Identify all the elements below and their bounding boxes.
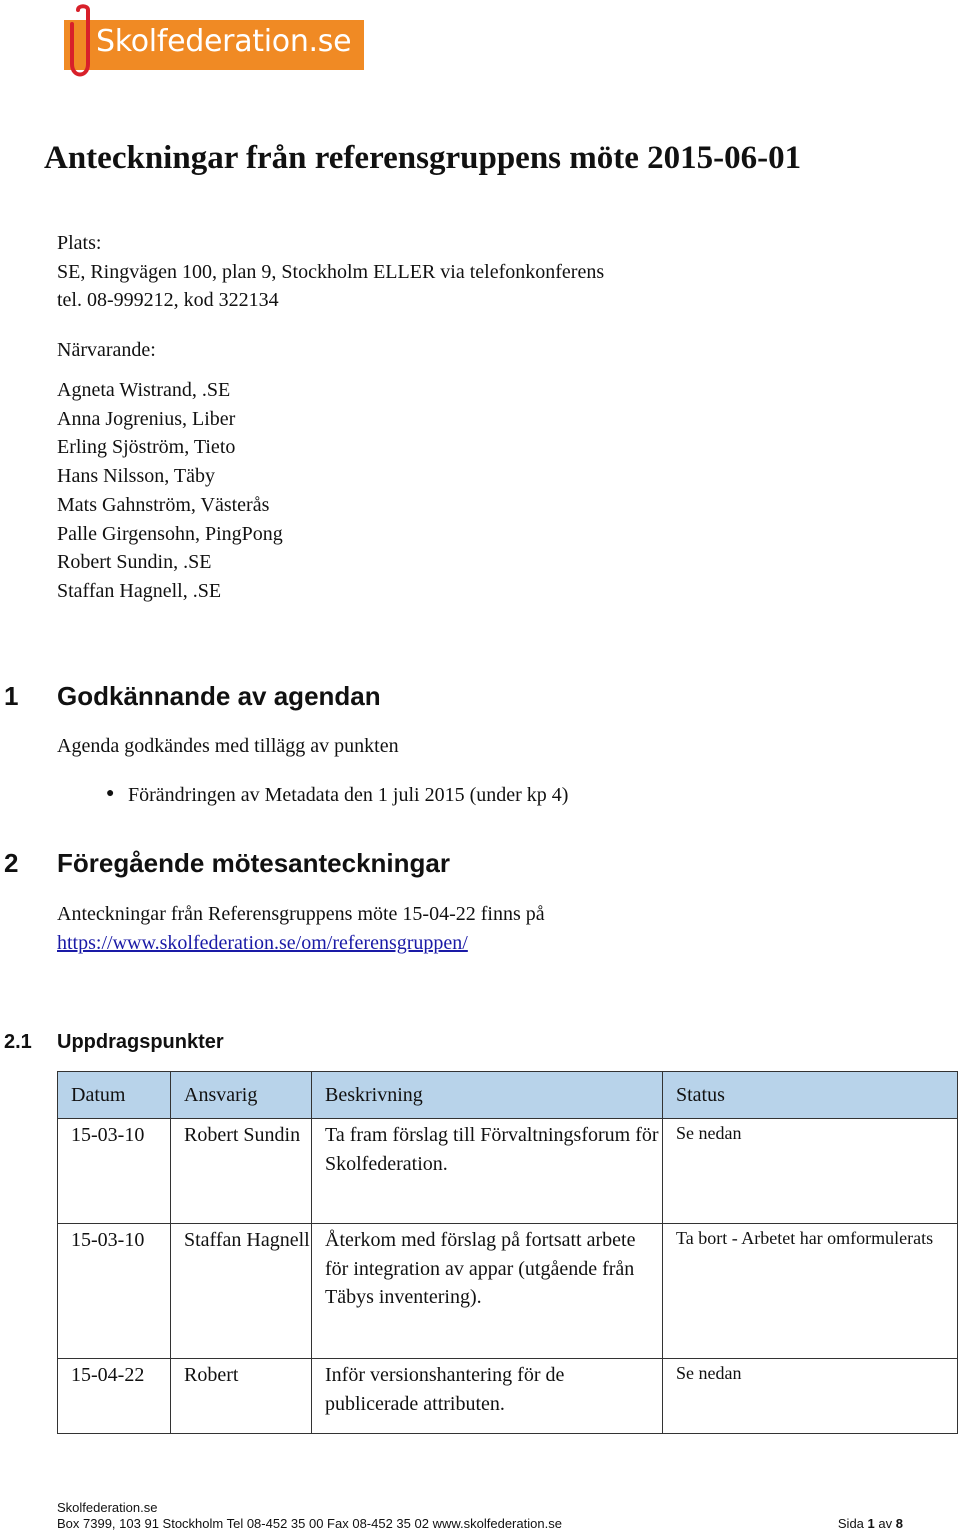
bullet-text: Förändringen av Metadata den 1 juli 2015 (under kp 4)	[128, 784, 569, 806]
section-number: 2	[4, 848, 19, 878]
cell-beskrivning: Ta fram förslag till Förvaltningsforum för Skolfederation.	[312, 1119, 663, 1224]
table-row	[58, 1119, 958, 1224]
logo-text: Skolfederation.se	[96, 24, 352, 59]
section-number: 1	[4, 681, 19, 711]
table-row	[58, 1224, 958, 1359]
column-header-beskrivning: Beskrivning	[312, 1072, 663, 1119]
cell-ansvarig: Staffan Hagnell	[171, 1224, 312, 1359]
page-indicator	[838, 1516, 903, 1532]
attendee-item: Agneta Wistrand, .SE	[57, 379, 231, 401]
location-line: SE, Ringvägen 100, plan 9, Stockholm ELLER via telefonkonferens	[57, 260, 605, 283]
section-2-text	[57, 900, 545, 957]
attendee-item: Erling Sjöström, Tieto	[57, 436, 236, 459]
referensgruppen-link[interactable]: https://www.skolfederation.se/om/referensgruppen/	[57, 931, 468, 954]
cell-datum: 15-04-22	[58, 1359, 171, 1434]
attendee-item: Anna Jogrenius, Liber	[57, 407, 236, 430]
cell-status: Ta bort - Arbetet har omformulerats	[663, 1224, 958, 1359]
cell-datum: 15-03-10	[58, 1119, 171, 1224]
bullet-icon: ●	[106, 786, 115, 801]
attendee-list	[57, 376, 283, 606]
footer-org: Skolfederation.se	[57, 1500, 158, 1515]
footer-address: Box 7399, 103 91 Stockholm Tel 08-452 35 00 Fax 08-452 35 02 www.skolfederation.se	[57, 1516, 562, 1531]
location-label: Plats:	[57, 232, 102, 254]
column-header-ansvarig: Ansvarig	[171, 1072, 312, 1119]
section-title: Föregående mötesanteckningar	[57, 848, 450, 878]
location-block	[57, 229, 604, 315]
cell-beskrivning: Återkom med förslag på fortsatt arbete för integration av appar (utgående från Täbys inventering).	[312, 1224, 663, 1359]
attendee-item: Palle Girgensohn, PingPong	[57, 522, 283, 545]
page-current: 1	[867, 1516, 875, 1531]
table-header-row	[58, 1072, 958, 1119]
table-row	[58, 1359, 958, 1434]
cell-status: Se nedan	[663, 1359, 958, 1434]
document-title: Anteckningar från referensgruppens möte 2015-06-01	[44, 140, 802, 176]
attendee-item: Hans Nilsson, Täby	[57, 465, 215, 488]
section-2-line: Anteckningar från Referensgruppens möte 15-04-22 finns på	[57, 903, 545, 925]
section-title: Godkännande av agendan	[57, 681, 381, 711]
paperclip-icon	[64, 4, 98, 84]
cell-ansvarig: Robert Sundin	[171, 1119, 312, 1224]
section-1-text: Agenda godkändes med tillägg av punkten	[57, 735, 399, 757]
attendee-item: Staffan Hagnell, .SE	[57, 579, 222, 602]
section-title: Uppdragspunkter	[57, 1031, 224, 1053]
section-number: 2.1	[4, 1031, 32, 1053]
page-of: av	[878, 1516, 893, 1531]
column-header-status: Status	[663, 1072, 958, 1119]
page-total: 8	[895, 1516, 903, 1531]
attendee-item: Mats Gahnström, Västerås	[57, 493, 270, 516]
section-1-heading	[4, 681, 381, 712]
skolfederation-logo	[60, 4, 370, 84]
attendee-item: Robert Sundin, .SE	[57, 551, 212, 574]
cell-datum: 15-03-10	[58, 1224, 171, 1359]
cell-beskrivning: Inför versionshantering för de publicerade attributen.	[312, 1359, 663, 1434]
section-2-heading	[4, 848, 450, 879]
attendees-label: Närvarande:	[57, 339, 156, 361]
section-2-1-heading	[4, 1031, 224, 1054]
page-prefix: Sida	[837, 1516, 864, 1531]
cell-ansvarig: Robert	[171, 1359, 312, 1434]
page-footer	[57, 1500, 903, 1532]
cell-status: Se nedan	[663, 1119, 958, 1224]
assignments-table	[57, 1071, 958, 1434]
column-header-datum: Datum	[58, 1072, 171, 1119]
location-line: tel. 08-999212, kod 322134	[57, 289, 279, 312]
